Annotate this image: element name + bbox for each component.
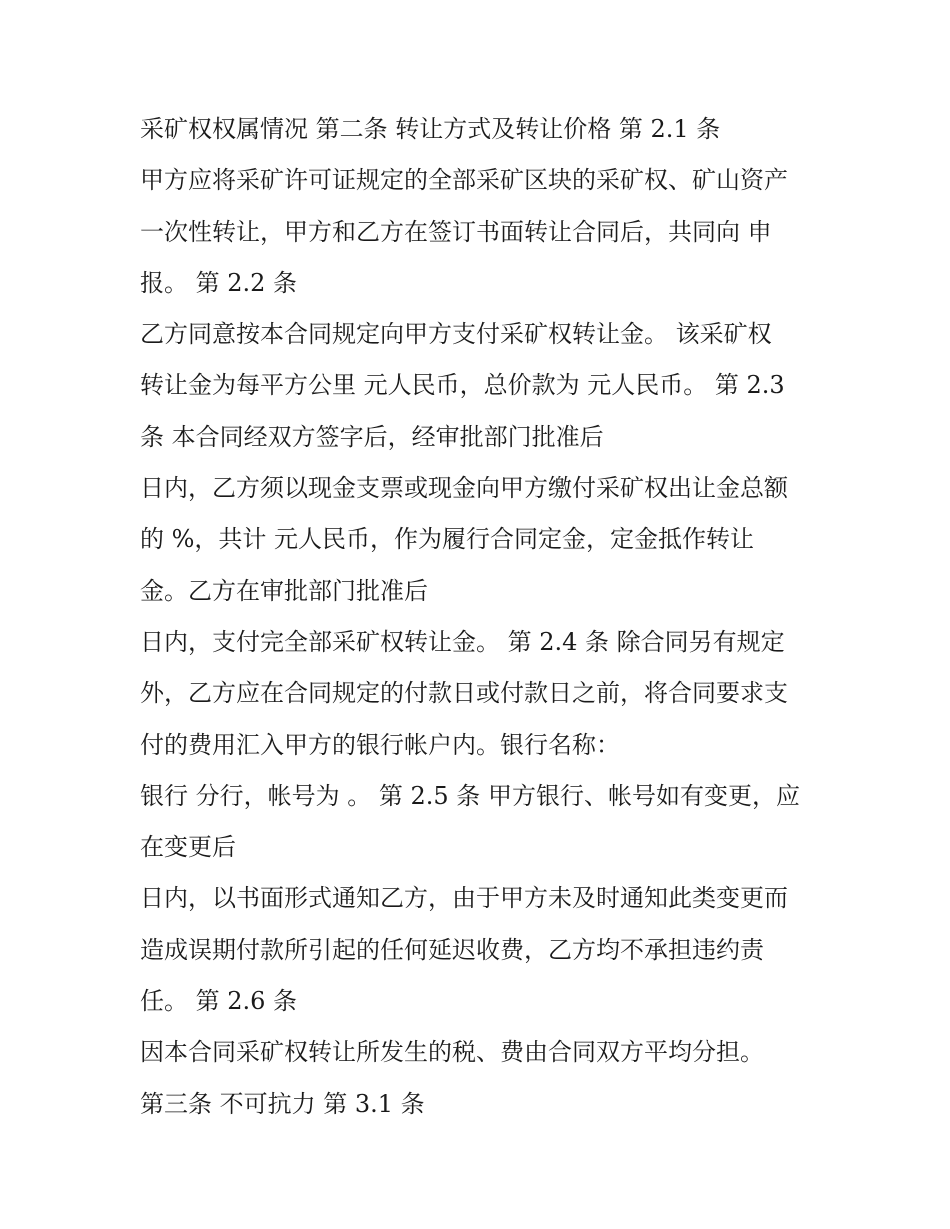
text-line: 因本合同采矿权转让所发生的税、费由合同双方平均分担。 [140, 1038, 764, 1067]
text-line: 甲方应将采矿许可证规定的全部采矿区块的采矿权、矿山资产 [140, 166, 788, 195]
text-line: 报。 第 2.2 条 [140, 268, 298, 297]
text-line: 的 %，共计 元人民币，作为履行合同定金，定金抵作转让 [140, 525, 755, 554]
text-line: 乙方同意按本合同规定向甲方支付采矿权转让金。 该采矿权 [140, 320, 772, 349]
text-line: 任。 第 2.6 条 [140, 987, 298, 1016]
text-line: 银行 分行，帐号为 。 第 2.5 条 甲方银行、帐号如有变更，应 [140, 781, 800, 810]
text-line: 付的费用汇入甲方的银行帐户内。银行名称： [140, 730, 620, 759]
text-line: 造成误期付款所引起的任何延迟收费，乙方均不承担违约责 [140, 935, 764, 964]
text-line: 采矿权权属情况 第二条 转让方式及转让价格 第 2.1 条 [140, 115, 721, 143]
text-line: 第三条 不可抗力 第 3.1 条 [140, 1089, 425, 1118]
text-line: 转让金为每平方公里 元人民币，总价款为 元人民币。 第 2.3 [140, 371, 785, 400]
text-line: 在变更后 [140, 833, 236, 862]
text-line: 一次性转让，甲方和乙方在签订书面转让合同后，共同向 申 [140, 217, 772, 246]
text-line: 日内，支付完全部采矿权转让金。 第 2.4 条 除合同另有规定 [140, 627, 785, 656]
text-line: 日内，以书面形式通知乙方，由于甲方未及时通知此类变更而 [140, 884, 788, 913]
text-line: 金。乙方在审批部门批准后 [140, 576, 428, 605]
text-line: 日内，乙方须以现金支票或现金向甲方缴付采矿权出让金总额 [140, 474, 788, 503]
text-line: 条 本合同经双方签字后，经审批部门批准后 [140, 422, 604, 451]
text-line: 外，乙方应在合同规定的付款日或付款日之前，将合同要求支 [140, 679, 788, 708]
contract-body-text [140, 104, 820, 1130]
